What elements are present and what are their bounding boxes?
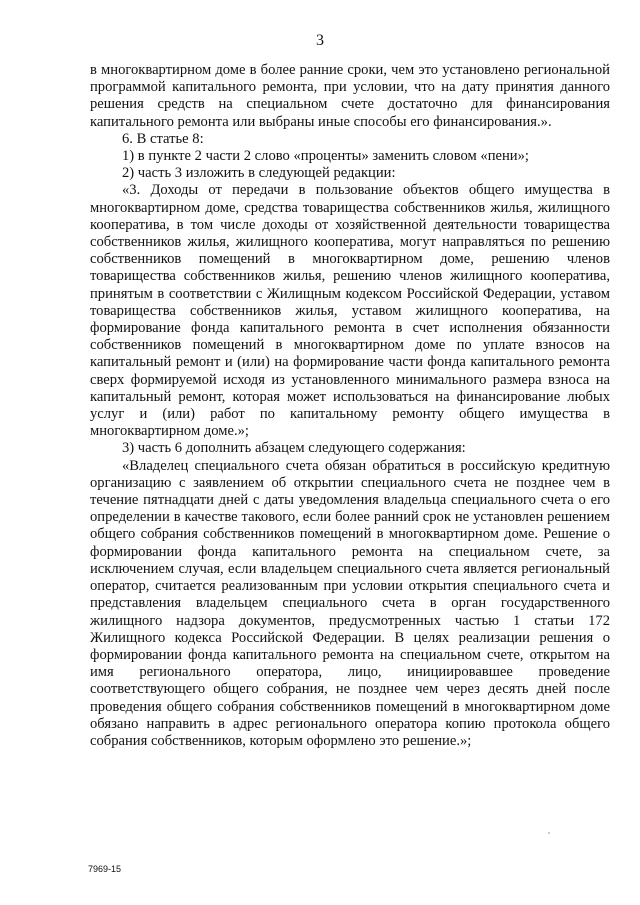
paragraph: в многоквартирном доме в более ранние сроки, чем это установлено региональной программой капитального ремонта, при условии, что на дату принятия данного решения средств на специальном счете достаточно для финансирования капитального ремонта или выбраны иные способы его финансирования.». xyxy=(90,62,610,130)
page-number: 3 xyxy=(316,32,324,49)
paragraph: «Владелец специального счета обязан обратиться в российскую кредитную организацию с заявлением об открытии специального счета не позднее чем в течение пятнадцати дней с даты уведомления владельца специального счета о его определении в качестве такового, если более ранний срок не установлен решением общего собрания собственников помещений в многоквартирном доме. Решение о формировании фонда капитального ремонта на специальном счете, за исключением случая, если владельцем специального счета является региональный оператор, считается реализованным при условии открытия специального счета и представления владельцем специального счета в орган государственного жилищного надзора документов, предусмотренных частью 1 статьи 172 Жилищного кодекса Российской Федерации. В целях реализации решения о формировании фонда капитального ремонта на специальном счете, открытом на имя регионального оператора, лицо, инициировавшее проведение соответствующего общего собрания, не позднее чем через десять дней после проведения общего собрания собственников помещений в многоквартирном доме обязано направить в адрес регионального оператора копию протокола общего собрания собственников, которым оформлено это решение.»; xyxy=(90,457,610,749)
paragraph: 2) часть 3 изложить в следующей редакции: xyxy=(122,165,396,182)
paragraph: 3) часть 6 дополнить абзацем следующего содержания: xyxy=(122,440,466,457)
paragraph: 6. В статье 8: xyxy=(122,130,204,147)
scan-speck xyxy=(548,832,550,834)
document-code: 7969-15 xyxy=(88,864,122,874)
paragraph: 1) в пункте 2 части 2 слово «проценты» заменить словом «пени»; xyxy=(122,148,529,165)
paragraph: «3. Доходы от передачи в пользование объектов общего имущества в многоквартирном доме, средства товарищества собственников жилья, жилищного кооператива, в том числе доходы от хозяйственной деятельности товарищества собственников жилья, жилищного кооператива, могут направляться по решению собственников помещений в многоквартирном доме, решению членов товарищества собственников жилья, решению членов жилищного кооператива, принятым в соответствии с Жилищным кодексом Российской Федерации, уставом товарищества собственников жилья, уставом жилищного кооператива, на формирование фонда капитального ремонта в счет исполнения обязанности собственников помещений в многоквартирном доме по уплате взносов на капитальный ремонт и (или) на формирование части фонда капитального ремонта сверх формируемой исходя из установленного минимального размера взноса на капитальный ремонт, которая может использоваться на финансирование любых услуг и (или) работ по капитальному ремонту общего имущества в многоквартирном доме.»; xyxy=(90,182,610,440)
document-body xyxy=(90,62,610,750)
